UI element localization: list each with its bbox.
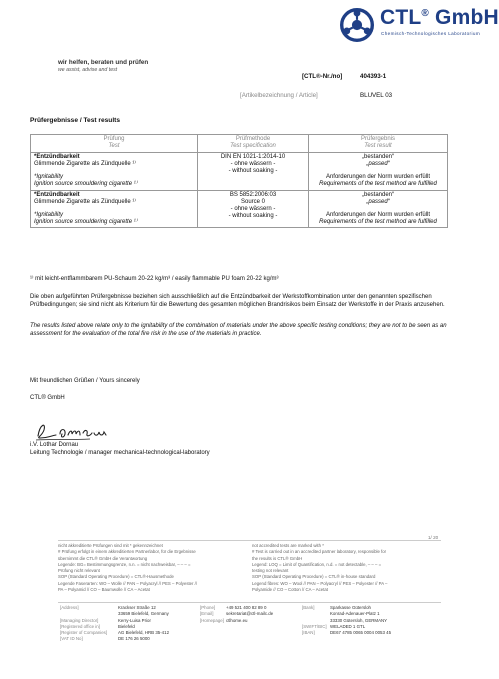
closing-company: CTL® GmbH	[30, 395, 65, 401]
result-cell	[309, 190, 448, 228]
column-header-result: Prüfergebnis Test result	[309, 135, 448, 153]
result-en: „passed“	[366, 198, 390, 205]
test-cell	[31, 190, 198, 228]
test-cell	[31, 152, 198, 190]
result-en: „passed“	[366, 161, 390, 168]
footnote: ¹⁾ mit leicht-entflammbarem PU-Schaum 20-22 kg/m³ / easily flammable PU foam 20-22 kg/m³	[30, 276, 279, 282]
ctl-logo-icon	[340, 8, 374, 42]
footer-address-values: Krackser Straße 12 33659 Bielefeld, Germany Kerry-Luisa Prior Bielefeld AG Bielefeld, HRB 35-412 DE 176 26 5000	[118, 605, 170, 642]
footer-contact-values	[226, 605, 273, 624]
greeting: Mit freundlichen Grüßen / Yours sincerely	[30, 378, 140, 384]
footer-contact-labels: [Phone] [Email] [Homepage]	[200, 605, 224, 623]
footer-phone: +49 521 400 82 89 0	[226, 605, 267, 610]
results-heading: Prüfergebnisse / Test results	[30, 117, 121, 124]
column-header-method: Prüfmethode Test specification	[198, 135, 309, 153]
test-title-en: *Ignitability	[34, 174, 64, 181]
test-title: *Entzündbarkeit	[34, 191, 80, 198]
signature-image	[30, 414, 120, 444]
test-title: *Entzündbarkeit	[34, 153, 80, 160]
article-value: BLUVEL 03	[360, 92, 393, 99]
footer-divider-2	[58, 602, 441, 603]
result-de: „bestanden“	[361, 191, 395, 198]
footer-divider	[58, 540, 441, 541]
ctl-number-label: [CTL®-Nr./no]	[302, 73, 343, 80]
footer-bank-values: Sparkasse Gütersloh Konrad-Adenauer-Platz 1 33330 Gütersloh, GERMANY WELADED 1 GTL DE67 4785 0065 0004 0053 45	[330, 605, 392, 636]
footer-bank-labels: [Bank] [SWIFT/BIC] [IBAN]	[302, 605, 327, 636]
table-row	[31, 152, 448, 190]
tagline-de: wir helfen, beraten und prüfen	[58, 59, 149, 66]
test-title-en: *Ignitability	[34, 212, 64, 219]
company-logo-text: CTL® GmbH	[380, 6, 499, 29]
footer-homepage-link[interactable]: ctlhome.eu	[226, 617, 248, 623]
results-table	[30, 134, 448, 228]
test-description-de: Glimmende Zigarette als Zündquelle ¹⁾	[34, 161, 136, 168]
table-header-row	[31, 135, 448, 153]
page-number: 1/ 20	[428, 535, 439, 540]
test-description-en: Ignition source smouldering cigarette ¹⁾	[34, 181, 138, 188]
result-note-en: Requirements of the test method are fulfilled	[319, 181, 437, 188]
disclaimer-de: Die oben aufgeführten Prüfergebnisse beziehen sich ausschließlich auf die Entzündbarkeit der Werkstoffkombination unter den genannten spezifischen Prüfbedingungen; sie sind nicht als Kriterium für die Bewertung des gesamten möglichen Brandrisikos beim Einsatz der Werkstoffe in der Praxis anzusehen.	[30, 294, 445, 308]
method-cell: BS 5852:2006:03 Source 0 - ohne wässern - - without soaking -	[198, 190, 309, 228]
result-note-de: Anforderungen der Norm wurden erfüllt	[325, 212, 431, 219]
test-description-de: Glimmende Zigarette als Zündquelle ¹⁾	[34, 198, 136, 205]
footer-address-labels: [Address] [Managing Director] [Registered office in] [Register of Companies] [VAT ID No]	[60, 605, 108, 642]
table-row	[31, 190, 448, 228]
disclaimer-en: The results listed above relate only to the ignitability of the combination of materials under the above specific testing conditions; they are not to be seen as an assessment for the evaluation of the total fire risk in the use of the materials in practice.	[30, 323, 447, 337]
footer-notes-en: not accredited tests are marked with * # Test is carried out in an accredited partner laboratory, responsible for the results is CTL® GmbH Legend: LOQ = Limit of Quantification, n.d. = not detectable, – – – = testing not relevant SOP (Standard Operating Procedure) = CTL® in-house standard Legend fibres: WO – Wool // PAN – Polyacryl // PES – Polyester // PA – Polyamide // CO – Cotton // CA – Acetat	[252, 543, 388, 593]
result-note-de: Anforderungen der Norm wurden erfüllt	[325, 174, 431, 181]
tagline-en: we assist, advise and test	[58, 67, 118, 73]
result-note-en: Requirements of the test method are fulfilled	[319, 219, 437, 226]
footer-notes-de: nicht akkreditierte Prüfungen sind mit * gekennzeichnet # Prüfung erfolgt in einem akkreditierten Partnerlabor, für die Ergebnisse übernimmt die CTL® GmbH die Verantwortung Legende: BG= Bestimmungsgrenze, n.n. = nicht nachweisbar, – – – = Prüfung nicht relevant SOP (Standard Operating Procedure) = CTL®-Hausmethode Legende Faserarten: WO – Wolle // PAN – Polyacryl // PES – Polyester // PA – Polyamid // CO – Baumwolle // CA – Acetat	[58, 543, 198, 593]
company-subtitle: Chemisch-Technologisches Laboratorium	[381, 31, 481, 36]
footer-email-link[interactable]: sekretariat@ctl-mailc.de	[226, 611, 274, 617]
signer-name: i.V. Lothar Dornau	[30, 442, 79, 448]
method-cell: DIN EN 1021-1:2014-10 - ohne wässern - - without soaking -	[198, 152, 309, 190]
signer-role: Leitung Technologie / manager mechanical-technological-laboratory	[30, 450, 210, 456]
result-cell	[309, 152, 448, 190]
ctl-number-value: 404393-1	[360, 73, 387, 80]
column-header-test: Prüfung Test	[31, 135, 198, 153]
result-de: „bestanden“	[361, 153, 395, 160]
article-label: [Artikelbezeichnung / Article]	[240, 92, 318, 99]
test-description-en: Ignition source smouldering cigarette ¹⁾	[34, 219, 138, 226]
